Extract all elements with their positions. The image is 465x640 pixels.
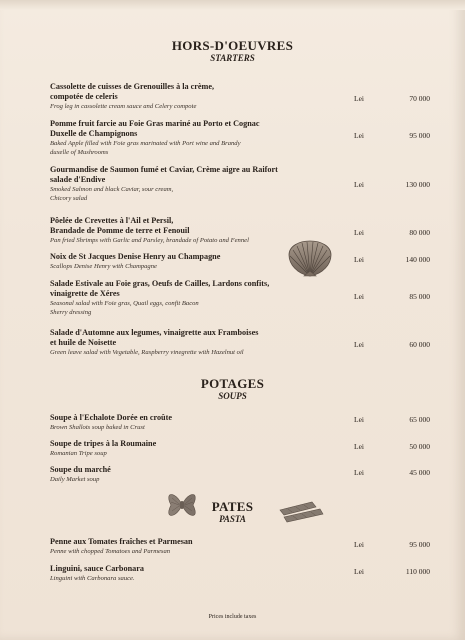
section-title-hors-doeuvres: HORS-D'OEUVRES xyxy=(171,38,294,53)
item-name: Noix de St Jacques Denise Henry au Champagne xyxy=(50,252,221,261)
item-description: Frog leg in cassolette cream sauce and Celery compote xyxy=(50,103,197,110)
page-top-edge xyxy=(0,0,465,10)
item-name: Pôelée de Crevettes à l'Ail et Persil, Brandade de Pomme de terre et Fenouil xyxy=(50,216,190,235)
item-currency: Lei xyxy=(354,415,364,424)
footer-note: Prices include taxes xyxy=(208,614,257,620)
item-price: 60 000 xyxy=(409,340,430,349)
item-name: Soupe de tripes à la Roumaine xyxy=(50,439,157,448)
menu-item xyxy=(50,413,350,432)
section-subtitle-starters: STARTERS xyxy=(210,53,255,63)
item-currency: Lei xyxy=(354,292,364,301)
item-name: Soupe à l'Echalote Dorée en croûte xyxy=(50,413,172,422)
item-name: Cassolette de cuisses de Grenouilles à la crème, compotée de celeris xyxy=(50,82,215,101)
item-currency: Lei xyxy=(354,540,364,549)
item-currency: Lei xyxy=(354,228,364,237)
menu-item xyxy=(50,439,350,458)
item-currency: Lei xyxy=(354,255,364,264)
item-currency: Lei xyxy=(354,567,364,576)
menu-item xyxy=(50,328,350,357)
item-description: Daily Market soup xyxy=(50,476,100,483)
item-price: 85 000 xyxy=(409,292,430,301)
item-price: 130 000 xyxy=(405,180,430,189)
item-description: Linguini with Carbonara sauce. xyxy=(50,575,135,582)
section-subtitle-pasta: PASTA xyxy=(219,514,246,524)
item-currency: Lei xyxy=(354,340,364,349)
item-description: Baked Apple filled with Foie gras marinated with Port wine and Brandy duxelle of Mushrooms xyxy=(50,140,241,156)
item-name: Pomme fruit farcie au Foie Gras mariné au Porto et Cognac Duxelle de Champignons xyxy=(50,119,260,138)
item-price: 80 000 xyxy=(409,228,430,237)
item-price: 45 000 xyxy=(409,468,430,477)
item-name: Gourmandise de Saumon fumé et Caviar, Crème aigre au Raifort salade d'Endive xyxy=(50,165,278,184)
item-name: Salade Estivale au Foie gras, Oeufs de Cailles, Lardons confits, vinaigrette de Xéres xyxy=(50,279,270,298)
item-description: Smoked Salmon and black Caviar, sour cream, Chicory salad xyxy=(50,186,174,202)
item-description: Green leave salad with Vegetable, Raspberry vinegrette with Hazelnut oil xyxy=(50,349,244,356)
section-subtitle-soups: SOUPS xyxy=(218,391,247,401)
menu-item xyxy=(50,279,350,317)
item-currency: Lei xyxy=(354,442,364,451)
menu-item xyxy=(50,82,350,111)
item-price: 70 000 xyxy=(409,94,430,103)
item-name: Salade d'Automne aux legumes, vinaigrette aux Framboises et huile de Noisette xyxy=(50,328,259,347)
menu-item xyxy=(50,465,350,484)
item-name: Soupe du marché xyxy=(50,465,111,474)
item-description: Penne with chopped Tomatoes and Parmesan xyxy=(50,548,171,555)
item-price: 95 000 xyxy=(409,131,430,140)
item-currency: Lei xyxy=(354,131,364,140)
item-price: 65 000 xyxy=(409,415,430,424)
item-price: 95 000 xyxy=(409,540,430,549)
menu-item xyxy=(50,537,350,556)
scallop-shell-icon xyxy=(287,240,333,278)
item-currency: Lei xyxy=(354,94,364,103)
menu-item xyxy=(50,564,350,583)
item-description: Brown Shallots soup baked in Crust xyxy=(50,424,145,431)
item-description: Romanian Tripe soup xyxy=(50,450,107,457)
section-title-potages: POTAGES xyxy=(200,376,265,391)
item-price: 110 000 xyxy=(405,567,430,576)
item-name: Penne aux Tomates fraîches et Parmesan xyxy=(50,537,193,546)
item-name: Linguini, sauce Carbonara xyxy=(50,564,144,573)
item-currency: Lei xyxy=(354,468,364,477)
menu-item xyxy=(50,119,350,157)
section-title-pates: PATES xyxy=(211,499,254,514)
item-price: 50 000 xyxy=(409,442,430,451)
item-description: Scallops Denise Henry with Champagne xyxy=(50,263,157,270)
penne-pasta-icon xyxy=(276,500,326,524)
item-price: 140 000 xyxy=(405,255,430,264)
item-currency: Lei xyxy=(354,180,364,189)
menu-item xyxy=(50,165,350,203)
item-description: Seasonal salad with Foie gras, Quail eggs, confit Bacon Sherry dressing xyxy=(50,300,199,316)
item-description: Pan fried Shrimps with Garlic and Parsley, brandade of Potato and Fennel xyxy=(50,237,249,244)
